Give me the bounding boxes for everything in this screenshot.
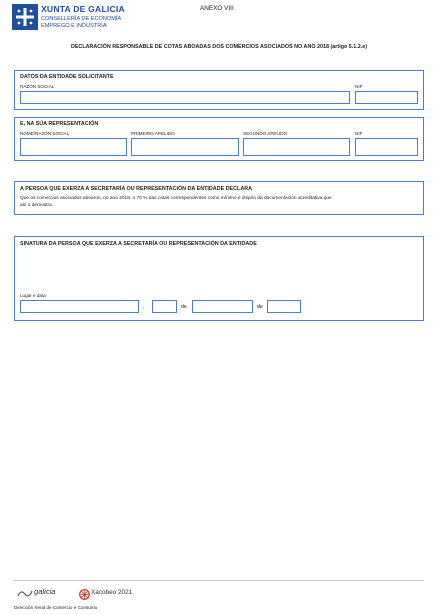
nome-razon-label: NOME/RAZÓN SOCIAL bbox=[20, 131, 70, 136]
section-entity-data-title: DATOS DA ENTIDADE SOLICITANTE bbox=[20, 74, 114, 80]
xunta-emblem-icon bbox=[12, 4, 38, 30]
primeiro-apelido-label: PRIMEIRO APELIDO bbox=[131, 131, 175, 136]
document-title: DECLARACIÓN RESPONSABLE DE COTAS ABOADAS DOS COMERCIOS ASOCIADOS NO ANO 2018 (artigo 5.1.2.e) bbox=[70, 44, 368, 50]
razon-social-label: RAZÓN SOCIAL bbox=[20, 84, 55, 89]
section-declaration-title: A PERSOA QUE EXERZA A SECRETARÍA OU REPRESENTACIÓN DA ENTIDADE DECLARA bbox=[20, 186, 253, 192]
nif-label: NIF bbox=[355, 84, 363, 89]
org-department: CONSELLERÍA DE ECONOMÍA bbox=[41, 16, 122, 22]
comma-separator: , bbox=[143, 304, 145, 310]
nif-field[interactable] bbox=[355, 91, 418, 104]
org-department-2: EMPREGO E INDUSTRIA bbox=[41, 23, 107, 29]
declaration-text-line-2: así o demostra. bbox=[20, 203, 54, 208]
lugar-field[interactable] bbox=[20, 300, 139, 313]
nif-field-2[interactable] bbox=[355, 138, 418, 156]
nif-label-2: NIF bbox=[355, 131, 363, 136]
de-separator-2: de bbox=[257, 304, 263, 310]
nome-razon-field[interactable] bbox=[20, 138, 127, 156]
annex-label: ANEXO VIII bbox=[200, 5, 234, 12]
section-signature-title: SINATURA DA PERSOA QUE EXERZA A SECRETARÍA OU REPRESENTACIÓN DA ENTIDADE bbox=[20, 241, 257, 247]
galicia-wave-icon bbox=[17, 586, 33, 598]
de-separator-1: de bbox=[181, 304, 187, 310]
declaration-text-line-1: Que os comercios asociados aboaron, no ano 2018, o 70 % das cotas correspondentes como mínimo e dispón da documentación acreditativa que bbox=[20, 196, 332, 201]
galicia-logo-text: galicia bbox=[34, 587, 56, 596]
month-field[interactable] bbox=[192, 300, 253, 313]
lugar-data-label: Lugar e data bbox=[20, 293, 46, 298]
year-field[interactable] bbox=[267, 300, 301, 313]
primeiro-apelido-field[interactable] bbox=[131, 138, 239, 156]
segundo-apelido-label: SEGUNDO APELIDO bbox=[243, 131, 288, 136]
razon-social-field[interactable] bbox=[20, 91, 350, 104]
footer-department: Dirección Xeral de Comercio e Consumo bbox=[14, 605, 98, 610]
org-title: XUNTA DE GALICIA bbox=[41, 4, 125, 14]
footer-divider bbox=[14, 580, 424, 581]
section-representation-title: E, NA SÚA REPRESENTACIÓN bbox=[20, 121, 99, 127]
xacobeo-logo-text: Xacobeo 2021 bbox=[91, 589, 133, 596]
day-field[interactable] bbox=[152, 300, 177, 313]
segundo-apelido-field[interactable] bbox=[243, 138, 350, 156]
xacobeo-shell-icon bbox=[79, 587, 90, 598]
